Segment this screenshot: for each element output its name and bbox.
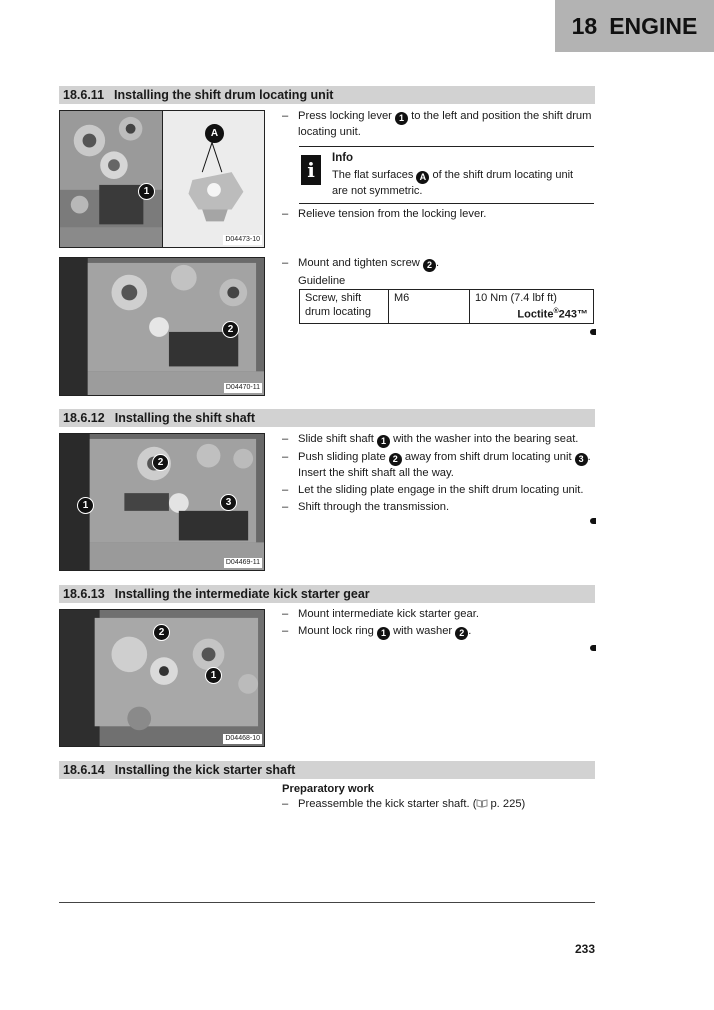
step-relieve-tension: – Relieve tension from the locking lever.: [282, 208, 487, 220]
callout-1: 1: [138, 183, 155, 200]
step-engage-plate: – Let the sliding plate engage in the shift drum locating unit.: [282, 484, 584, 496]
callout-2: 2: [423, 259, 436, 272]
torque-table: [299, 289, 594, 324]
steps-18-6-11-cont: [282, 207, 594, 224]
photo-engine-case-locating-lever: [59, 110, 163, 248]
step-mount-lock-ring: – Mount lock ring 1 with washer 2 .: [282, 625, 472, 638]
callout-2: 2: [222, 321, 239, 338]
end-of-section-mark: [590, 518, 596, 524]
torque-compound: Loctite®243™: [517, 308, 588, 321]
photo-shift-drum-screw: [59, 257, 265, 396]
steps-18-6-11: [282, 109, 594, 142]
section-heading-18-6-12: [59, 409, 595, 427]
photo-kick-starter-gear: [59, 609, 265, 747]
callout-1: 1: [377, 435, 390, 448]
torque-item: Screw, shift drum locating: [300, 290, 389, 324]
callout-2: 2: [152, 454, 169, 471]
callout-a: A: [205, 124, 224, 143]
photo-shift-drum-locating-unit: [162, 110, 265, 248]
section-title: Installing the intermediate kick starter gear: [114, 587, 370, 601]
photo-shift-shaft: [59, 433, 265, 571]
section-heading-18-6-11: [59, 86, 595, 104]
callout-2: 2: [455, 627, 468, 640]
section-number: 18.6.11: [63, 88, 105, 102]
photo-code: D04473-10: [225, 236, 260, 243]
footer-divider: [59, 902, 595, 903]
step-press-locking-lever: – Press locking lever 1 to the left and position the shift drum locating unit.: [282, 110, 592, 138]
step-mount-kick-starter-gear: – Mount intermediate kick starter gear.: [282, 608, 479, 620]
section-number: 18.6.14: [63, 763, 105, 777]
chapter-number: 18: [571, 12, 598, 39]
section-heading-18-6-14: [59, 761, 595, 779]
photo-code: D04469-11: [225, 559, 260, 566]
step-push-sliding-plate: – Push sliding plate 2 away from shift drum locating unit 3 . Insert the shift shaft all the way.: [282, 451, 591, 479]
steps-18-6-13: [282, 607, 594, 642]
callout-1: 1: [395, 112, 408, 125]
preparatory-work-heading: Preparatory work: [282, 783, 375, 795]
section-title: Installing the kick starter shaft: [114, 763, 296, 777]
photo-code: D04468-10: [225, 735, 260, 742]
info-text: The flat surfaces A of the shift drum locating unit are not symmetric.: [332, 169, 574, 197]
step-slide-shift-shaft: – Slide shift shaft 1 with the washer into the bearing seat.: [282, 433, 579, 446]
guideline-label: Guideline: [298, 275, 346, 287]
callout-3: 3: [220, 494, 237, 511]
callout-1: 1: [205, 667, 222, 684]
page-reference-link[interactable]: p. 225): [490, 798, 526, 810]
callout-a: A: [416, 171, 429, 184]
section-title: Installing the shift drum locating unit: [114, 88, 334, 102]
torque-value: 10 Nm (7.4 lbf ft): [475, 292, 557, 304]
photo-code: D04470-11: [225, 384, 260, 391]
photo-illustration: [60, 111, 162, 247]
section-number: 18.6.12: [63, 411, 105, 425]
steps-18-6-14: [282, 782, 594, 814]
step-shift-transmission: – Shift through the transmission.: [282, 501, 450, 513]
callout-3: 3: [575, 453, 588, 466]
end-of-section-mark: [590, 329, 596, 335]
torque-value-cell: [470, 290, 594, 324]
torque-thread: M6: [389, 290, 470, 324]
steps-18-6-11-screw: [282, 256, 594, 289]
info-icon: i: [301, 155, 321, 185]
callout-1: 1: [377, 627, 390, 640]
end-of-section-mark: [590, 645, 596, 651]
section-number: 18.6.13: [63, 587, 105, 601]
info-title: Info: [332, 152, 354, 164]
step-preassemble-kick-starter: – Preassemble the kick starter shaft. ( p. 225): [282, 798, 526, 810]
chapter-title: ENGINE: [609, 12, 698, 39]
callout-2: 2: [153, 624, 170, 641]
page-number: 233: [574, 942, 595, 956]
steps-18-6-12: [282, 432, 594, 517]
chapter-header: [555, 0, 714, 52]
step-mount-screw: – Mount and tighten screw 2 .: [282, 257, 440, 270]
section-heading-18-6-13: [59, 585, 595, 603]
table-row: [300, 290, 594, 324]
info-box: [299, 146, 594, 204]
callout-2: 2: [389, 453, 402, 466]
book-reference-icon: [476, 799, 488, 808]
section-title: Installing the shift shaft: [114, 411, 256, 425]
callout-1: 1: [77, 497, 94, 514]
